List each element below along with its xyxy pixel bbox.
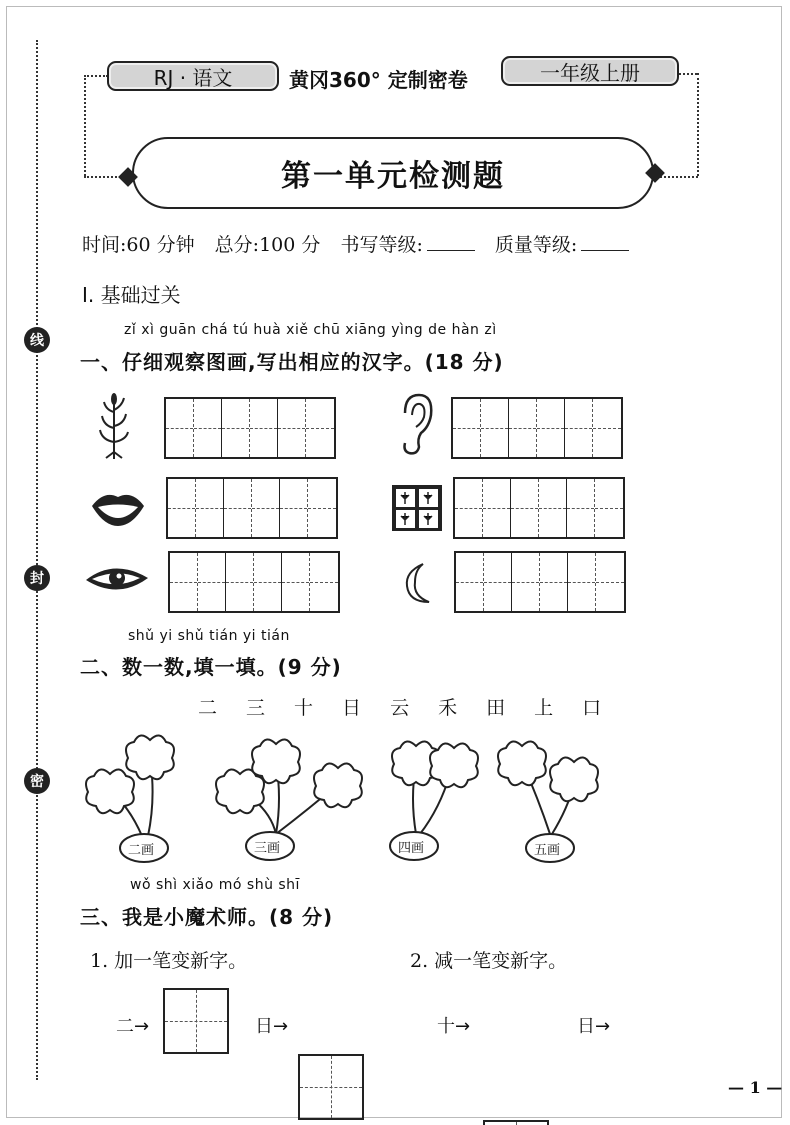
grid-cell[interactable]: [278, 399, 306, 457]
flower-icon: [126, 735, 174, 779]
grid-cell[interactable]: [224, 479, 252, 537]
q1-title: 一、仔细观察图画,写出相应的汉字。(18 分): [80, 350, 504, 374]
grid-cell[interactable]: [308, 479, 336, 537]
binding-mark-line: 线: [24, 327, 50, 353]
q2-char: 口: [582, 697, 603, 719]
grid-cell[interactable]: [481, 399, 509, 457]
quality-grade-label: 质量等级:: [494, 234, 578, 256]
q3-pinyin: wǒ shì xiǎo mó shù shī: [130, 877, 300, 893]
flower-icon: [216, 769, 264, 813]
flower-icon: [498, 741, 546, 785]
q2-char: 云: [390, 697, 411, 719]
q2-char-list: [198, 693, 602, 720]
moon-icon: [401, 562, 433, 606]
page-number: — 1 —: [728, 1078, 783, 1097]
flower-label-5: 五画: [534, 843, 561, 858]
grade-tag: 一年级上册: [501, 56, 679, 86]
ear-icon: [397, 393, 435, 457]
q2-pinyin: shǔ yi shǔ tián yi tián: [128, 628, 290, 644]
q1-grid-ear[interactable]: [451, 397, 623, 459]
grid-cell[interactable]: [252, 479, 280, 537]
q1-grid-eye[interactable]: [168, 551, 340, 613]
q3-sub-item-2: 日→: [577, 1016, 611, 1037]
flower-label-2: 二画: [128, 843, 155, 858]
q3-sub-char-1: 十: [437, 1016, 455, 1037]
q2-char: 禾: [438, 697, 459, 719]
grid-cell[interactable]: [170, 553, 198, 611]
grid-cell[interactable]: [568, 553, 596, 611]
q1-grid-moon[interactable]: [454, 551, 626, 613]
header-connector-right-h: [660, 176, 698, 178]
header-connector-left-v: [84, 75, 86, 176]
q2-title: 二、数一数,填一填。(9 分): [80, 655, 342, 679]
q3-add-box-1[interactable]: [163, 988, 229, 1054]
binding-mark-seal: 封: [24, 565, 50, 591]
q3-part1-label: 1. 加一笔变新字。: [90, 950, 248, 972]
grid-cell[interactable]: [166, 399, 194, 457]
flower-icon: [430, 743, 478, 787]
grid-cell[interactable]: [168, 479, 196, 537]
grid-cell[interactable]: [310, 553, 338, 611]
q3-add-item-1: 二→: [116, 1016, 150, 1037]
q1-grid-field[interactable]: [453, 477, 625, 539]
grid-cell[interactable]: [509, 399, 537, 457]
grid-cell[interactable]: [593, 399, 621, 457]
flower-icon: [86, 769, 134, 813]
header-connector-right: [679, 73, 697, 75]
q3-sub-box-1[interactable]: [483, 1120, 549, 1125]
q2-char: 日: [342, 697, 363, 719]
writing-grade-blank[interactable]: [427, 250, 475, 251]
field-icon: [390, 483, 444, 533]
q3-title: 三、我是小魔术师。(8 分): [80, 905, 334, 929]
grid-cell[interactable]: [565, 399, 593, 457]
grid-cell[interactable]: [306, 399, 334, 457]
q2-char: 上: [534, 697, 555, 719]
flower-icon: [550, 757, 598, 801]
grid-cell[interactable]: [483, 479, 511, 537]
binding-mark-secret: 密: [24, 768, 50, 794]
q3-sub-char-2: 日: [577, 1016, 595, 1037]
header-connector-right-v: [697, 73, 699, 176]
grid-cell[interactable]: [456, 553, 484, 611]
grid-cell[interactable]: [196, 479, 224, 537]
flower-label-3: 三画: [254, 841, 281, 856]
binding-line: [36, 40, 38, 1080]
q3-sub-item-1: 十→: [437, 1016, 471, 1037]
q3-add-box-2[interactable]: [298, 1054, 364, 1120]
grid-cell[interactable]: [222, 399, 250, 457]
grid-cell[interactable]: [250, 399, 278, 457]
series-title: 黄冈360° 定制密卷: [289, 68, 468, 92]
grid-cell[interactable]: [540, 553, 568, 611]
flower-icon: [314, 763, 362, 807]
flower-label-4: 四画: [398, 841, 425, 856]
rice-plant-icon: [94, 392, 134, 460]
grid-cell[interactable]: [596, 553, 624, 611]
grid-cell[interactable]: [537, 399, 565, 457]
q3-add-item-2: 日→: [255, 1016, 289, 1037]
page-title: 第一单元检测题: [132, 137, 654, 209]
q3-add-char-1: 二: [116, 1016, 134, 1037]
grid-cell[interactable]: [282, 553, 310, 611]
exam-time: 时间:60 分钟: [82, 234, 195, 256]
q1-grid-rice[interactable]: [164, 397, 336, 459]
grid-cell[interactable]: [512, 553, 540, 611]
quality-grade-blank[interactable]: [581, 250, 629, 251]
grid-cell[interactable]: [595, 479, 623, 537]
grid-cell[interactable]: [198, 553, 226, 611]
writing-grade-label: 书写等级:: [340, 234, 423, 256]
grid-cell[interactable]: [484, 553, 512, 611]
q2-char: 十: [294, 697, 315, 719]
mouth-icon: [90, 488, 146, 528]
grid-cell[interactable]: [567, 479, 595, 537]
grid-cell[interactable]: [539, 479, 567, 537]
q2-char: 二: [198, 697, 219, 719]
grid-cell[interactable]: [453, 399, 481, 457]
q1-pinyin: zǐ xì guān chá tú huà xiě chū xiāng yìng de hàn zì: [124, 322, 497, 338]
exam-info-row: [82, 230, 629, 257]
grid-cell[interactable]: [455, 479, 483, 537]
q2-char: 三: [246, 697, 267, 719]
q1-grid-mouth[interactable]: [166, 477, 338, 539]
q3-add-char-2: 日: [255, 1016, 273, 1037]
grid-cell[interactable]: [511, 479, 539, 537]
grid-cell[interactable]: [280, 479, 308, 537]
q3-part2-label: 2. 减一笔变新字。: [410, 950, 568, 972]
grid-cell[interactable]: [194, 399, 222, 457]
exam-total: 总分:100 分: [214, 234, 321, 256]
section-basic-title: Ⅰ. 基础过关: [82, 283, 181, 307]
header-connector-left: [84, 75, 108, 77]
eye-icon: [84, 562, 150, 596]
grid-cell[interactable]: [254, 553, 282, 611]
q2-char: 田: [486, 697, 507, 719]
grid-cell[interactable]: [226, 553, 254, 611]
subject-tag: RJ · 语文: [107, 61, 279, 91]
